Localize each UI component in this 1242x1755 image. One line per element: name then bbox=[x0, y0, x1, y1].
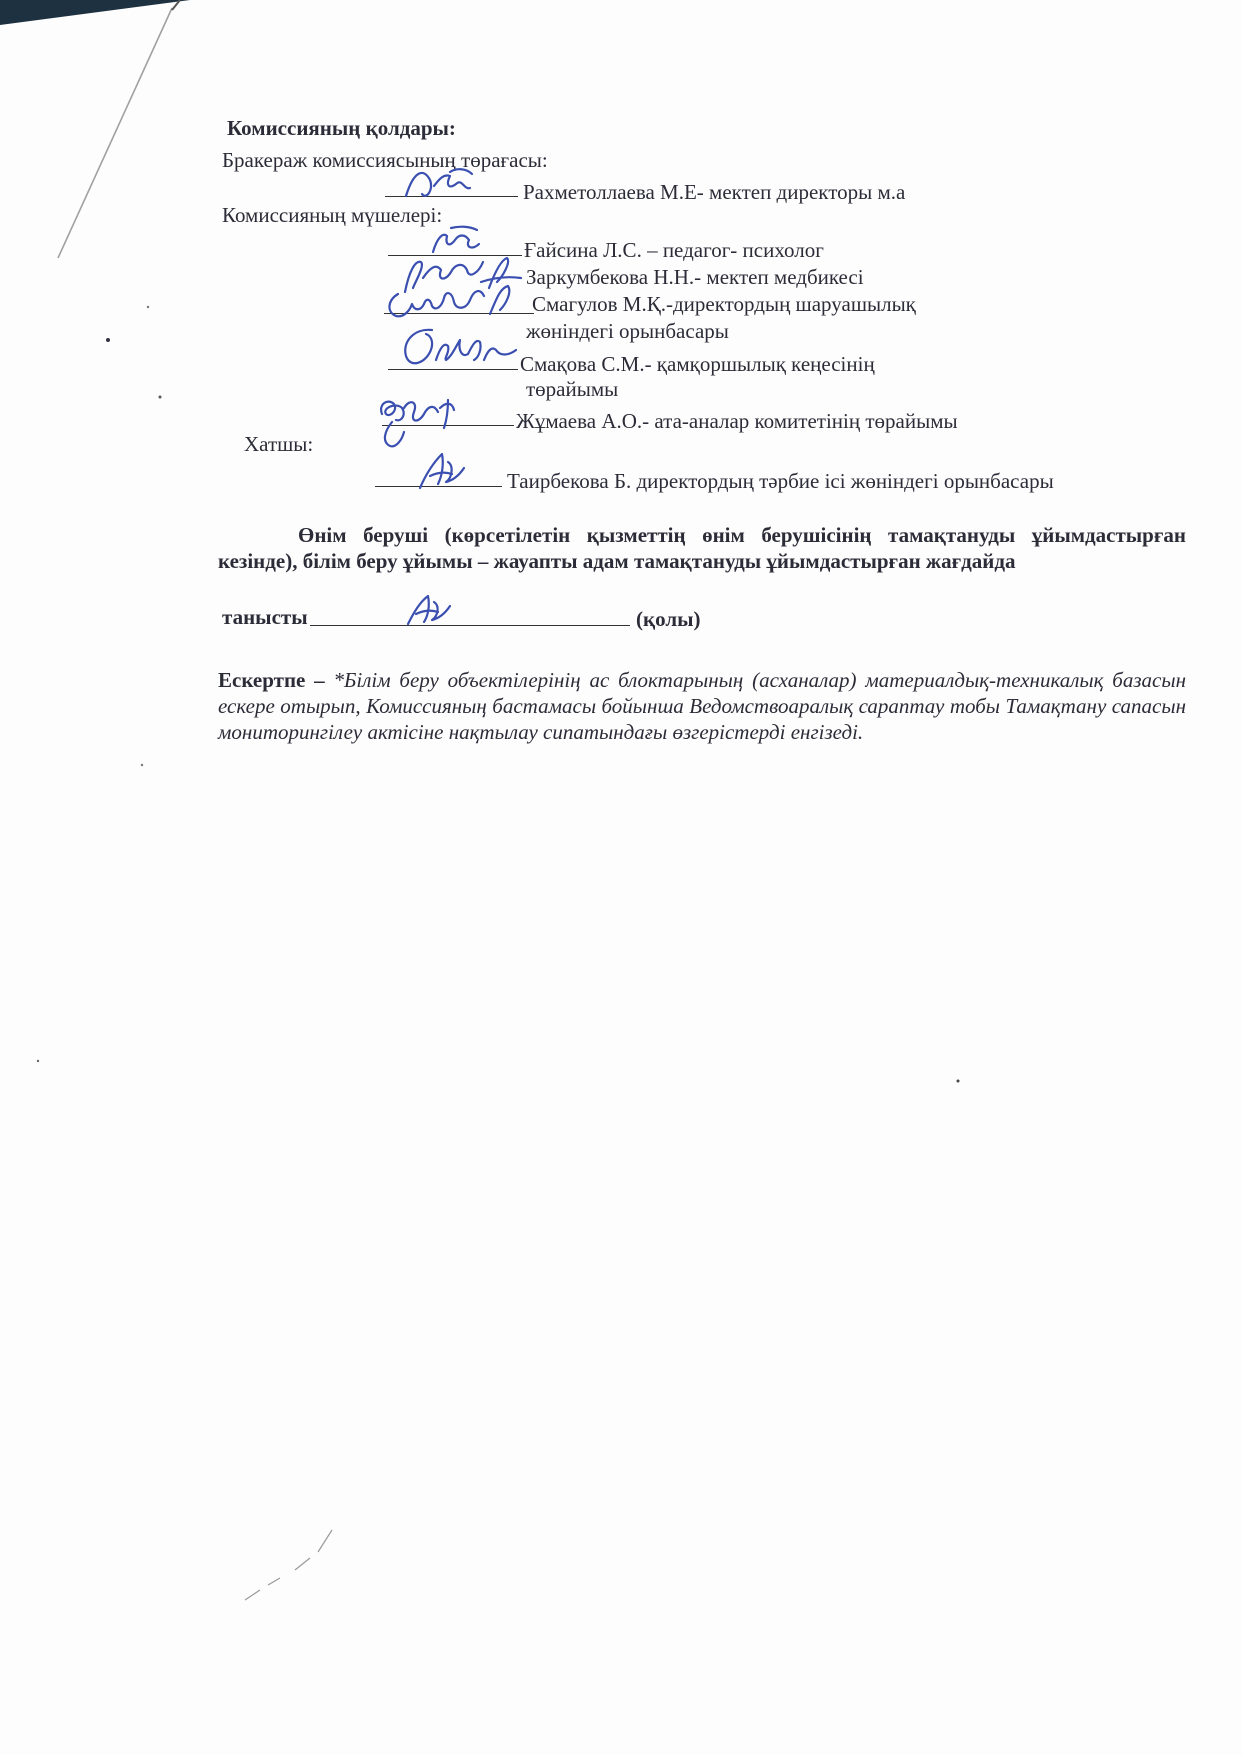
secretary-signature-line bbox=[375, 486, 502, 487]
note-text: *Білім беру объектілерінің ас блоктарының (асханалар) материалдық-техникалық базасын ескере отырып, Комиссияның бастамасы бойынша Ведомствоаралық сараптау тобы Тамақтану сапасын мониторингілеу актісіне нақтылау сипатындағы өзгерістерді енгізеді. bbox=[218, 668, 1186, 744]
secretary-label: Хатшы: bbox=[244, 432, 314, 456]
member-signature-line bbox=[388, 369, 518, 370]
note-label: Ескертпе – bbox=[218, 668, 334, 692]
member-3-line2: жөніндегі орынбасары bbox=[526, 319, 729, 343]
signatures-heading: Комиссияның қолдары: bbox=[227, 116, 456, 140]
secretary-name: Таирбекова Б. директордың тәрбие ісі жөніндегі орынбасары bbox=[507, 469, 1054, 493]
member-1-line1: Ғайсина Л.С. – педагог- психолог bbox=[524, 238, 824, 262]
member-signature-line bbox=[382, 425, 514, 426]
chair-label: Бракераж комиссиясының төрағасы: bbox=[222, 148, 548, 172]
member-5-line1: Жұмаева А.О.- ата-аналар комитетінің төрайымы bbox=[516, 409, 958, 433]
member-2-line1: Заркумбекова Н.Н.- мектеп медбикесі bbox=[526, 265, 864, 289]
member-4-line2: төрайымы bbox=[526, 377, 619, 401]
member-3-line1: Смагулов М.Қ.-директордың шаруашылық bbox=[532, 292, 916, 316]
signature-caption: (қолы) bbox=[636, 607, 701, 631]
provider-paragraph: Өнім беруші (көрсетілетін қызметтің өнім берушісінің тамақтануды ұйымдастырған кезінде), білім беру ұйымы – жауапты адам тамақтануды ұйымдастырған жағдайда bbox=[218, 523, 1186, 573]
note-block bbox=[218, 667, 1186, 745]
member-3-signature bbox=[380, 280, 530, 322]
member-2-signature bbox=[385, 252, 525, 298]
member-signature-line bbox=[384, 313, 534, 314]
chair-name: Рахметоллаева М.Е- мектеп директоры м.а bbox=[523, 180, 906, 204]
acknowledged-signature-line bbox=[310, 625, 630, 626]
member-5-signature bbox=[368, 388, 478, 450]
acknowledged-label: танысты bbox=[222, 605, 308, 629]
acknowledged-signature bbox=[400, 588, 460, 628]
member-4-signature bbox=[392, 320, 522, 372]
member-signature-line bbox=[388, 255, 522, 256]
chair-signature-line bbox=[385, 196, 518, 197]
members-label: Комиссияның мүшелері: bbox=[222, 203, 443, 227]
member-4-line1: Смақова С.М.- қамқоршылық кеңесінің bbox=[520, 352, 875, 376]
